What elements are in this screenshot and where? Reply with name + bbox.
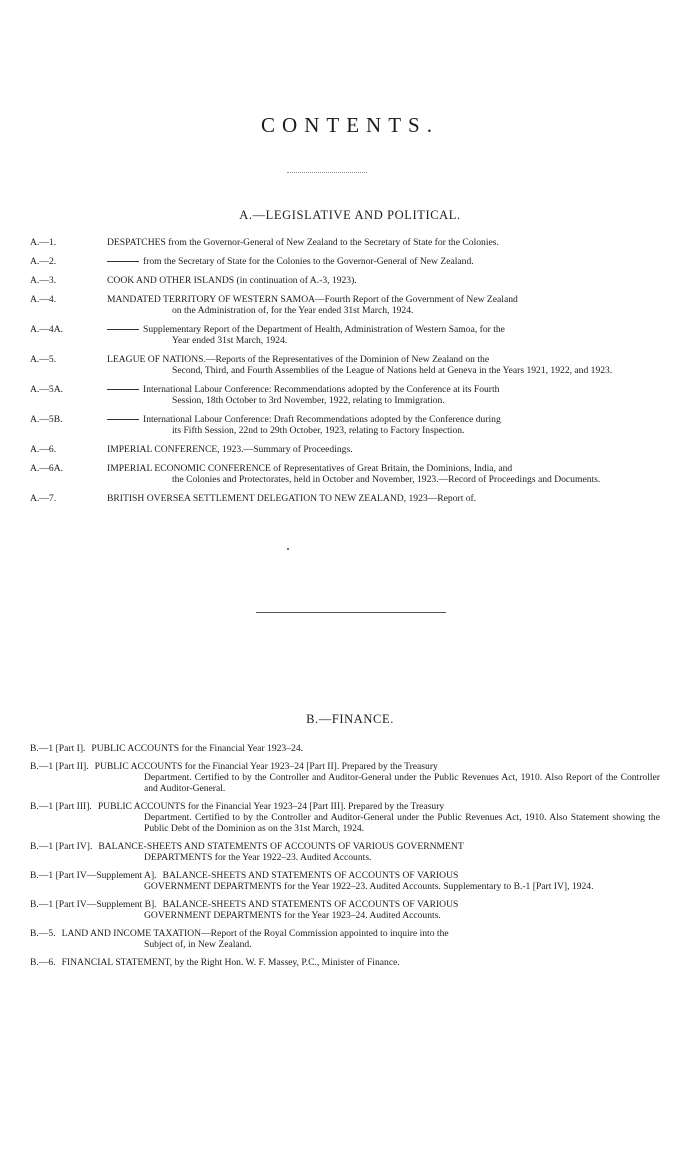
- entry-number: A.—3.: [30, 275, 57, 286]
- entry-title: BALANCE-SHEETS AND STATEMENTS OF ACCOUNTS OF VARIOUS: [162, 899, 459, 910]
- entry-number: A.—6.: [30, 444, 57, 455]
- entry-number: A.—6A.: [30, 463, 64, 474]
- list-item: [30, 493, 660, 504]
- entry-title: BRITISH OVERSEA SETTLEMENT DELEGATION TO NEW ZEALAND, 1923—Report of.: [107, 493, 477, 504]
- list-item: [30, 841, 660, 863]
- entry-continuation: DEPARTMENTS for the Year 1922–23. Audited Accounts.: [144, 852, 372, 863]
- entry-title: MANDATED TERRITORY OF WESTERN SAMOA—Fourth Report of the Government of New Zealand: [107, 294, 518, 305]
- entry-number: A.—4A.: [30, 324, 64, 335]
- list-item: [30, 294, 660, 316]
- list-item: [30, 237, 660, 248]
- entry-number: B.—1 [Part II].: [30, 761, 89, 772]
- section-divider: [256, 612, 446, 613]
- entry-title: from the Secretary of State for the Colonies to the Governor-General of New Zealand.: [143, 256, 474, 267]
- entry-number: A.—5.: [30, 354, 57, 365]
- entry-number: B.—1 [Part IV—Supplement A].: [30, 870, 157, 881]
- entry-title: FINANCIAL STATEMENT, by the Right Hon. W. F. Massey, P.C., Minister of Finance.: [61, 957, 400, 968]
- entry-title: IMPERIAL ECONOMIC CONFERENCE of Representatives of Great Britain, the Dominions, India, and: [107, 463, 513, 474]
- entry-continuation: Department. Certified to by the Controller and Auditor-General under the Public Revenues Act, 1910. Also Report of the Controller and Auditor-General.: [144, 772, 660, 794]
- entry-number: B.—5.: [30, 928, 56, 939]
- entry-continuation: GOVERNMENT DEPARTMENTS for the Year 1923–24. Audited Accounts.: [144, 910, 441, 921]
- entry-title: BALANCE-SHEETS AND STATEMENTS OF ACCOUNTS OF VARIOUS: [162, 870, 459, 881]
- entry-number: A.—4.: [30, 294, 57, 305]
- entry-number: B.—1 [Part IV].: [30, 841, 93, 852]
- entry-continuation: Department. Certified to by the Controller and Auditor-General under the Public Revenues Act, 1910. Also Statement showing the Public Debt of the Dominion as on the 31st March, 1924.: [144, 812, 660, 834]
- entry-title: LEAGUE OF NATIONS.—Reports of the Representatives of the Dominion of New Zealand on the: [107, 354, 490, 365]
- entry-number: B.—1 [Part IV—Supplement B].: [30, 899, 157, 910]
- section-b-list: [30, 743, 660, 975]
- entry-number: A.—7.: [30, 493, 57, 504]
- entry-title: DESPATCHES from the Governor-General of New Zealand to the Secretary of State for the Colonies.: [107, 237, 499, 248]
- entry-title: International Labour Conference: Recommendations adopted by the Conference at its Fourth: [143, 384, 500, 395]
- list-item: [30, 957, 660, 968]
- entry-title: International Labour Conference: Draft Recommendations adopted by the Conference during: [143, 414, 501, 425]
- entry-title: BALANCE-SHEETS AND STATEMENTS OF ACCOUNTS OF VARIOUS GOVERNMENT: [98, 841, 464, 852]
- entry-continuation: GOVERNMENT DEPARTMENTS for the Year 1922–23. Audited Accounts. Supplementary to B.-1 [Part IV], 1924.: [144, 881, 594, 892]
- list-item: [30, 275, 660, 286]
- list-item: [30, 463, 660, 485]
- entry-continuation: its Fifth Session, 22nd to 29th October, 1923, relating to Factory Inspection.: [172, 425, 465, 436]
- section-a-list: [30, 237, 660, 512]
- list-item: [30, 743, 660, 754]
- entry-title: Supplementary Report of the Department of Health, Administration of Western Samoa, for the: [143, 324, 505, 335]
- entry-continuation: Year ended 31st March, 1924.: [172, 335, 288, 346]
- entry-title: LAND AND INCOME TAXATION—Report of the Royal Commission appointed to inquire into the: [61, 928, 449, 939]
- ditto-dash: [107, 329, 139, 330]
- list-item: [30, 324, 660, 346]
- list-item: [30, 899, 660, 921]
- list-item: [30, 414, 660, 436]
- entry-number: A.—1.: [30, 237, 57, 248]
- entry-continuation: the Colonies and Protectorates, held in October and November, 1923.—Record of Proceedings and Documents.: [172, 474, 601, 485]
- section-a-heading: A.—LEGISLATIVE AND POLITICAL.: [239, 208, 461, 222]
- section-b-heading: B.—FINANCE.: [306, 712, 394, 726]
- entry-continuation: Session, 18th October to 3rd November, 1922, relating to Immigration.: [172, 395, 445, 406]
- list-item: [30, 870, 660, 892]
- entry-continuation: Second, Third, and Fourth Assemblies of the League of Nations held at Geneva in the Years 1921, 1922, and 1923.: [172, 365, 613, 376]
- list-item: [30, 444, 660, 455]
- list-item: [30, 928, 660, 950]
- entry-number: A.—2.: [30, 256, 57, 267]
- entry-number: B.—1 [Part I].: [30, 743, 86, 754]
- entry-continuation: Subject of, in New Zealand.: [144, 939, 252, 950]
- entry-number: A.—5B.: [30, 414, 63, 425]
- entry-number: A.—5A.: [30, 384, 64, 395]
- ditto-dash: [107, 419, 139, 420]
- entry-continuation: on the Administration of, for the Year ended 31st March, 1924.: [172, 305, 414, 316]
- entry-title: PUBLIC ACCOUNTS for the Financial Year 1923–24 [Part III]. Prepared by the Treasury: [97, 801, 445, 812]
- list-item: [30, 384, 660, 406]
- entry-title: PUBLIC ACCOUNTS for the Financial Year 1923–24.: [91, 743, 304, 754]
- list-item: [30, 354, 660, 376]
- list-item: [30, 256, 660, 267]
- entry-title: COOK AND OTHER ISLANDS (in continuation of A.-3, 1923).: [107, 275, 357, 286]
- entry-title: IMPERIAL CONFERENCE, 1923.—Summary of Proceedings.: [107, 444, 353, 455]
- entry-number: B.—1 [Part III].: [30, 801, 92, 812]
- decorative-dot: [287, 548, 289, 550]
- list-item: [30, 761, 660, 794]
- ditto-dash: [107, 261, 139, 262]
- page-title: CONTENTS.: [261, 113, 439, 137]
- ditto-dash: [107, 389, 139, 390]
- entry-title: PUBLIC ACCOUNTS for the Financial Year 1923–24 [Part II]. Prepared by the Treasury: [94, 761, 438, 772]
- decorative-rule: [287, 172, 367, 173]
- entry-number: B.—6.: [30, 957, 56, 968]
- list-item: [30, 801, 660, 834]
